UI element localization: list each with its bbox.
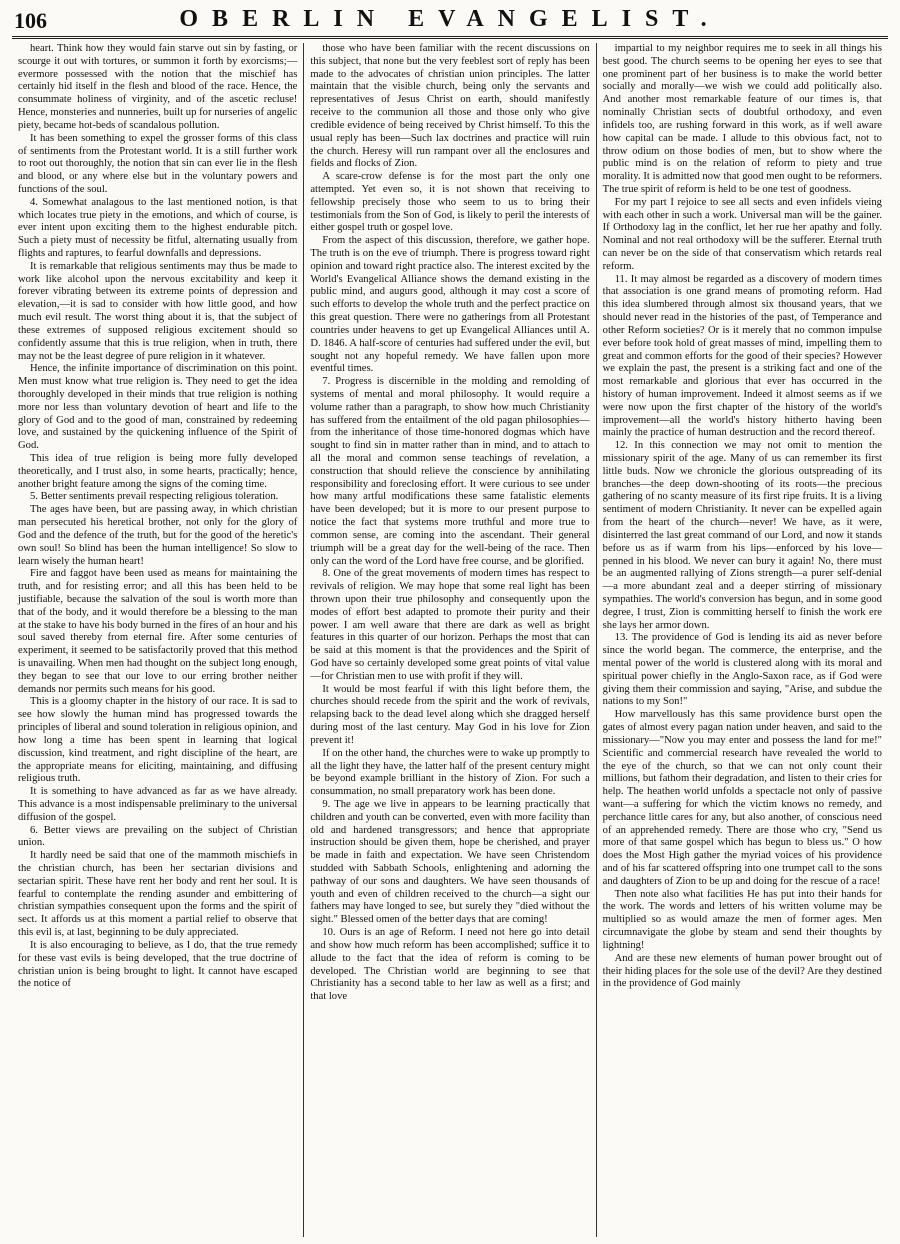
paragraph: It would be most fearful if with this light before them, the churches should recede from the spirit and the work of revivals, relapsing back to the dead level along which she dragged herself during most of the last century. May God in his love for Zion prevent it! (310, 683, 590, 746)
paragraph: From the aspect of this discussion, therefore, we gather hope. The truth is on the eve of triumph. There is progress toward right opinion and toward right practice also. The interest excited by the World's Evangelical Alliance shows the demand existing in the public mind, and augurs good, although it may cost a score of such efforts to develop the whole truth and the perfect practice on this great question. There were no gatherings from all Protestant countries under heavens to get up Evangelical Alliances until A. D. 1846. A half-score of centuries had suffered under the evil, but sought not any hopeful remedy. We have fallen upon more eventful times. (310, 235, 590, 375)
paragraph: impartial to my neighbor requires me to seek in all things his best good. The church seems to be opening her eyes to see that one prominent part of her business is to make the world better socially and morally—we wish we could add politically also. And another most remarkable feature of our times is, that nominally Christian sects of doubtful orthodoxy, and even infidels too, are rushing forward in this work, as if well aware how capital can be made. I allude to this obvious fact, not to throw odium on those bodies of men, but to show where the public mind is on the relation of reform to piety and true morality. It is admitted now that good men ought to be reformers. The true spirit of reform is held to be one test of goodness. (602, 43, 882, 195)
paragraph: Then note also what facilities He has put into their hands for the work. The words and letters of his written volume may be multiplied so as would amaze the men of former ages. Men circumnavigate the globe by steam and send their thoughts by lightning! (602, 888, 882, 951)
column-2 (304, 43, 596, 1237)
paragraph: 7. Progress is discernible in the molding and remolding of systems of mental and moral philosophy. It would require a volume rather than a paragraph, to show how much Christianity has suffered from the entailment of the old pagan philosophies—from the inheritance of those time-honored dogmas which have sought to find sin in matter rather than in mind, and to attach to all the moral and common sense teachings of revelation, a construction that should relieve the conscience by annihilating responsibility and foreclosing effort. It were curious to see under how many artful modifications these same fatalistic elements have been developed; but it is more to our present purpose to notice the fact that systems more truthful and more true to common sense, are coming into the ascendant. Their general triumph will be a great day for the well-being of the race. Then only can the word of the Lord have free course, and be glorified. (310, 376, 590, 567)
paragraph: For my part I rejoice to see all sects and even infidels vieing with each other in such a work. Universal man will be the gainer. If Orthodoxy lag in the conflict, let her rue her apathy and folly. Nominal and not real orthodoxy will be the sufferer. Eternal truth can never be on the side of that conservatism which retards real reform. (602, 196, 882, 272)
paragraph: 9. The age we live in appears to be learning practically that children and youth can be converted, even with more facility than old and hardened transgressors; and hence that appropriate instruction should be given them, hope be cherished, and prayer be made in faith and expectation. We have seen Christendom studded with Sabbath Schools, enlightening and adorning the pathway of our sons and daughters. We have seen thousands of youth and even of children received to the church—a sight our fathers may have longed to see, but surely they "died without the sight." Blessed omen of the better days that are coming! (310, 798, 590, 926)
running-title: OBERLIN EVANGELIST. (179, 6, 721, 32)
paragraph: This is a gloomy chapter in the history of our race. It is sad to see how slowly the human mind has progressed towards the principles of liberal and sound toleration in religious opinion, and how long a time has been spent in learning that logical discussion, kind treatment, and right discipline of the heart, are the appropriate means for eliciting, maintaining, and diffusing religious truth. (18, 696, 298, 785)
paragraph: It is remarkable that religious sentiments may thus be made to work like alcohol upon the nervous excitability and keep it forever vibrating between its extreme points of depression and elevation,—it is sad to consider with how little good, and how much evil result. The worst thing about it is, that the subject of these extremes of supposed religious excitement should so confidently assume that this is true religion, when in truth, there may not be the least degree of pure religion in it whatever. (18, 260, 298, 362)
paragraph: It has been something to expel the grosser forms of this class of sentiments from the Protestant world. It is a still further work to root out thoroughly, the notion that sin can ever lie in the flesh and blood, or any where else but in the voluntary powers and functions of the soul. (18, 132, 298, 195)
paragraph: heart. Think how they would fain starve out sin by fasting, or scourge it out with tortures, or summon it forth by exorcisms;—evermore possessed with the notion that the mischief has certainly hid itself in the flesh and blood of the race. Hence, the consummate holiness of virginity, and of the ascetic recluse! Hence, monsteries and nunneries, built up for nurseries of angelic piety, became hot-beds of scandalous pollution. (18, 43, 298, 131)
paragraph: 12. In this connection we may not omit to mention the missionary spirit of the age. Many of us can remember its first little buds. Now we chronicle the glorious outspreading of its branches—the deep down-shooting of its roots—the precious gathering of no scanty measure of its first ripe fruits. It is a living sentiment of modern Christianity. It never can be expelled again from the heart of the church—never! We have, as it were, disinterred the last great command of our Lord, and now it stands before us as if warm from his lips—enforced by his love—penned in his blood. We never can bury it again! No, there must be an augmented rallying of Zions strength—a purer self-denial—a more abundant zeal and a deeper stirring of missionary sympathies. The world's conversion has begun, and in some good degree, I trust, Zion is committing herself to finish the work ere she lays her armor down. (602, 440, 882, 631)
masthead (12, 6, 888, 39)
paragraph: 5. Better sentiments prevail respecting religious toleration. (30, 491, 279, 503)
article-columns (12, 43, 888, 1237)
paragraph: Hence, the infinite importance of discrimination on this point. Men must know what true religion is. They need to get the idea thoroughly developed in their minds that true religion is nothing more nor less than voluntary devotion of heart and life to the glory of God and to the good of man, constrained by redeeming love, and sustained by the quickening influence of the Spirit of God. (18, 363, 298, 452)
paragraph: It is something to have advanced as far as we have already. This advance is a most indispensable preliminary to the universal diffusion of the gospel. (18, 786, 298, 823)
paragraph: It hardly need be said that one of the mammoth mischiefs in the christian church, has been her sectarian divisions and sectarian spirit. These have rent her body and rent her soul. It is fearful to contemplate the rending asunder and embittering of christian sympathies consequent upon the forms and the spirit of sect. It affords us at this moment a partial relief to observe that this evil is, at last, beginning to be duly appreciated. (18, 850, 298, 939)
paragraph: How marvellously has this same providence burst open the gates of almost every pagan nation under heaven, and said to the missionary—"Now you may enter and possess the land for me!" Scientific and commercial research have revealed the world to the eye of the church, so that we can not only count their millions, but fathom their degradation, and listen to their cries for help. The heathen world unfolds a spectacle not only of passive want—a suffering for which the victim knows no remedy, and perchance little cares for any, but also another, of conscious need of an apprehended remedy. There are those who cry, "Send us more of that same gospel which has begun to bless us." O how does the Most High gather the myriad voices of his providence and of his far scattered offspring into one trumpet call to the sons and daughters of Zion to be up and doing for the rescue of a race! (602, 709, 882, 887)
paragraph: A scare-crow defense is for the most part the only one attempted. Yet even so, it is not shown that receiving to fellowship precisely those who seem to us to bring their testimonials from the Son of God, is likely to peril the interests of either gospel truth or gospel love. (310, 171, 590, 234)
page-number: 106 (14, 8, 47, 33)
paragraph: Fire and faggot have been used as means for maintaining the truth, and for resisting error; and all this has been held to be justifiable, because the salvation of the soul is worth more than that of the body, and it would therefore be a blessing to the man at the stake to have his body burned in the fires of an hour and his soul saved thereby from eternal fire. After some centuries of experiment, it seemed to be satisfactorily proved that this method is unavailing. When men had thought on the subject long enough, they began to see that our love to our erring brother neither demands nor permits such means for his good. (18, 568, 298, 695)
paragraph: 4. Somewhat analagous to the last mentioned notion, is that which locates true piety in the emotions, and which of course, is ever intent upon exciting them to the highest endurable pitch. Such a piety must of necessity be fitful, alternating usually from flights and raptures, to fearful downfalls and depressions. (18, 196, 298, 259)
paragraph: 8. One of the great movements of modern times has respect to revivals of religion. We may hope that some real light has been thrown upon their true philosophy and consequently upon the modes of effort best adapted to promote their purity and their power. I am well aware that there are dark as well as bright features in this quarter of our horizon. Perhaps the most that can be said at this moment is that the providences and the Spirit of God have so certainly developed some great points of vital value—for Christian men to use with profit if they will. (310, 568, 590, 682)
paragraph: This idea of true religion is being more fully developed theoretically, and I trust also, in some hearts, practically; hence, another bright feature among the signs of the coming time. (18, 453, 298, 490)
paragraph: 6. Better views are prevailing on the subject of Christian union. (18, 824, 298, 849)
column-3 (597, 43, 888, 1237)
paragraph: And are these new elements of human power brought out of their hiding places for the sole use of the devil? Are they destined in the providence of God mainly (602, 952, 882, 990)
paragraph: 10. Ours is an age of Reform. I need not here go into detail and show how much reform has been accomplished; suffice it to allude to the fact that the idea of reform is coming to be developed. The Christian world are beginning to see that Christianity has a second table to her law as well as a first; and that love (310, 927, 590, 1003)
paragraph: It is also encouraging to believe, as I do, that the true remedy for these vast evils is being developed, that the true doctrine of christian union is being brought to light. It cannot have escaped the notice of (18, 939, 298, 990)
paragraph: If on the other hand, the churches were to wake up promptly to all the light they have, the latter half of the present century might be beyond example brilliant in the history of Zion. For such a consummation, no small preparatory work has been done. (310, 747, 590, 798)
column-1 (12, 43, 304, 1237)
paragraph: 11. It may almost be regarded as a discovery of modern times that association is one grand means of promoting reform. Had this idea slumbered through almost six thousand years, that we should never read in the histories of the past, of Temperance and other Reform societies? Or is it merely that no common impulse ever before took hold of great masses of mind, impelling them to great and common efforts for the good of their species? However we explain the past, the present is a striking fact and one of the most remarkable and glorious that ever has occurred in the history of human improvement. Indeed it almost seems as if we were now upon the first chapter of the history of the world's improvement—all the world's history hitherto having been mainly the practice of human destruction and the record thereof. (602, 273, 882, 439)
paragraph: The ages have been, but are passing away, in which christian man persecuted his heretical brother, not only for the glory of God and the defence of the truth, but for the good of the heretic's own soul! So blind has been the human intelligence! So slow to learn wisely the human heart! (18, 504, 298, 567)
paragraph: 13. The providence of God is lending its aid as never before since the world began. The commerce, the enterprise, and the mental power of the world is clustered along with its moral and spiritual power chiefly in the Anglo-Saxon race, as if God were giving them their commission and saying, "Arise, and subdue the nations to my Son!" (602, 632, 882, 708)
paragraph: those who have been familiar with the recent discussions on this subject, that none but the very feeblest sort of reply has been made to the advocates of christian union principles. The latter maintain that the visible church, being only the servants and representatives of Jesus Christ on earth, should manifestly receive to the communion all those and those only who give credible evidence of being received by Christ himself. To this the usual reply has been—Such lax doctrines and practice will ruin the church. Heresy will run rampant over all the enclosures and fields and flocks of Zion. (310, 43, 590, 170)
